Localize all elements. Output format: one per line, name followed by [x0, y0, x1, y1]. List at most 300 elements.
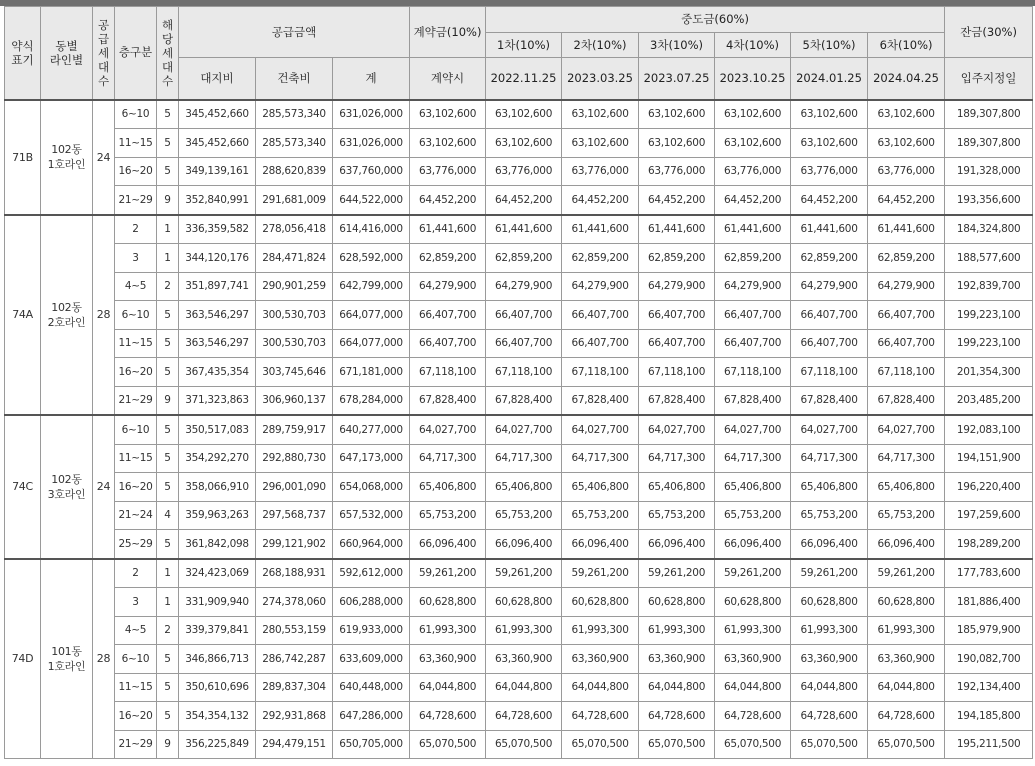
- interim-cell: 63,102,600: [486, 129, 562, 158]
- interim-cell: 66,407,700: [868, 329, 945, 358]
- deposit-cell: 63,102,600: [410, 129, 486, 158]
- floor-cell: 21~29: [115, 186, 157, 215]
- balance-cell: 198,289,200: [945, 530, 1033, 559]
- interim-cell: 66,407,700: [486, 301, 562, 330]
- building-cost-cell: 292,931,868: [256, 702, 333, 731]
- table-row: [5, 100, 1033, 129]
- interim-cell: 64,717,300: [715, 444, 791, 473]
- unit-count-cell: 5: [157, 157, 179, 186]
- balance-cell: 190,082,700: [945, 645, 1033, 674]
- interim-cell: 66,407,700: [562, 301, 639, 330]
- table-row: [5, 329, 1033, 358]
- interim-cell: 67,118,100: [868, 358, 945, 387]
- header-interim-date: 2023.03.25: [562, 58, 639, 100]
- supply-units-cell: 24: [93, 415, 115, 559]
- header-deposit: 계약금(10%): [410, 7, 486, 58]
- total-cell: 671,181,000: [333, 358, 410, 387]
- interim-cell: 64,027,700: [639, 415, 715, 444]
- total-cell: 664,077,000: [333, 329, 410, 358]
- interim-cell: 66,407,700: [486, 329, 562, 358]
- land-cost-cell: 354,354,132: [179, 702, 256, 731]
- interim-cell: 63,776,000: [639, 157, 715, 186]
- floor-cell: 21~29: [115, 386, 157, 415]
- unit-count-cell: 9: [157, 386, 179, 415]
- unit-count-cell: 5: [157, 129, 179, 158]
- header-floor-group: 층구분: [115, 7, 157, 100]
- interim-cell: 65,070,500: [791, 730, 868, 759]
- interim-cell: 64,452,200: [486, 186, 562, 215]
- interim-cell: 63,102,600: [715, 100, 791, 129]
- interim-cell: 64,044,800: [486, 673, 562, 702]
- interim-cell: 60,628,800: [868, 588, 945, 617]
- land-cost-cell: 354,292,270: [179, 444, 256, 473]
- interim-cell: 61,441,600: [486, 215, 562, 244]
- total-cell: 592,612,000: [333, 559, 410, 588]
- interim-cell: 64,452,200: [791, 186, 868, 215]
- dong-label: 102동: [51, 472, 82, 486]
- floor-cell: 2: [115, 559, 157, 588]
- header-balance: 잔금(30%): [945, 7, 1033, 58]
- interim-cell: 63,776,000: [486, 157, 562, 186]
- header-interim: 중도금(60%): [486, 7, 945, 33]
- type-code-cell: 71B: [5, 100, 41, 215]
- interim-cell: 63,102,600: [486, 100, 562, 129]
- interim-cell: 64,279,900: [486, 272, 562, 301]
- building-cost-cell: 296,001,090: [256, 473, 333, 502]
- balance-cell: 195,211,500: [945, 730, 1033, 759]
- interim-cell: 64,279,900: [715, 272, 791, 301]
- interim-cell: 64,279,900: [791, 272, 868, 301]
- unit-count-cell: 1: [157, 588, 179, 617]
- floor-cell: 16~20: [115, 157, 157, 186]
- interim-cell: 66,407,700: [715, 301, 791, 330]
- interim-cell: 62,859,200: [791, 244, 868, 273]
- header-interim-round: 4차(10%): [715, 33, 791, 58]
- interim-cell: 64,452,200: [639, 186, 715, 215]
- interim-cell: 63,102,600: [791, 100, 868, 129]
- interim-cell: 63,360,900: [562, 645, 639, 674]
- unit-count-cell: 5: [157, 530, 179, 559]
- unit-count-cell: 5: [157, 358, 179, 387]
- building-cost-cell: 268,188,931: [256, 559, 333, 588]
- deposit-cell: 63,102,600: [410, 100, 486, 129]
- building-cost-cell: 280,553,159: [256, 616, 333, 645]
- table-row: [5, 215, 1033, 244]
- header-dong-line: 동별 라인별: [41, 7, 93, 100]
- land-cost-cell: 350,610,696: [179, 673, 256, 702]
- table-row: [5, 129, 1033, 158]
- interim-cell: 67,828,400: [562, 386, 639, 415]
- deposit-cell: 61,441,600: [410, 215, 486, 244]
- total-cell: 664,077,000: [333, 301, 410, 330]
- total-cell: 647,173,000: [333, 444, 410, 473]
- interim-cell: 64,728,600: [486, 702, 562, 731]
- deposit-cell: 64,279,900: [410, 272, 486, 301]
- floor-cell: 16~20: [115, 358, 157, 387]
- interim-cell: 64,717,300: [562, 444, 639, 473]
- land-cost-cell: 358,066,910: [179, 473, 256, 502]
- floor-cell: 3: [115, 588, 157, 617]
- interim-cell: 65,070,500: [486, 730, 562, 759]
- type-code-cell: 74C: [5, 415, 41, 559]
- total-cell: 614,416,000: [333, 215, 410, 244]
- interim-cell: 60,628,800: [791, 588, 868, 617]
- interim-cell: 67,828,400: [486, 386, 562, 415]
- interim-cell: 64,452,200: [868, 186, 945, 215]
- balance-cell: 184,324,800: [945, 215, 1033, 244]
- interim-cell: 61,993,300: [486, 616, 562, 645]
- building-cost-cell: 288,620,839: [256, 157, 333, 186]
- land-cost-cell: 324,423,069: [179, 559, 256, 588]
- deposit-cell: 65,406,800: [410, 473, 486, 502]
- floor-cell: 6~10: [115, 100, 157, 129]
- header-balance-when: 입주지정일: [945, 58, 1033, 100]
- interim-cell: 62,859,200: [639, 244, 715, 273]
- building-cost-cell: 300,530,703: [256, 301, 333, 330]
- type-code-cell: 74A: [5, 215, 41, 416]
- interim-cell: 65,753,200: [486, 501, 562, 530]
- interim-cell: 59,261,200: [791, 559, 868, 588]
- interim-cell: 60,628,800: [562, 588, 639, 617]
- interim-cell: 64,728,600: [639, 702, 715, 731]
- line-label: 2호라인: [47, 315, 86, 329]
- land-cost-cell: 363,546,297: [179, 301, 256, 330]
- land-cost-cell: 359,963,263: [179, 501, 256, 530]
- header-interim-round: 5차(10%): [791, 33, 868, 58]
- land-cost-cell: 346,866,713: [179, 645, 256, 674]
- building-cost-cell: 286,742,287: [256, 645, 333, 674]
- interim-cell: 61,441,600: [715, 215, 791, 244]
- balance-cell: 194,151,900: [945, 444, 1033, 473]
- interim-cell: 63,360,900: [639, 645, 715, 674]
- building-cost-cell: 303,745,646: [256, 358, 333, 387]
- dong-line-cell: [41, 100, 93, 215]
- total-cell: 657,532,000: [333, 501, 410, 530]
- line-label: 1호라인: [47, 659, 86, 673]
- interim-cell: 59,261,200: [639, 559, 715, 588]
- floor-cell: 2: [115, 215, 157, 244]
- total-cell: 654,068,000: [333, 473, 410, 502]
- interim-cell: 66,096,400: [486, 530, 562, 559]
- interim-cell: 66,096,400: [791, 530, 868, 559]
- interim-cell: 66,407,700: [791, 301, 868, 330]
- table-row: [5, 702, 1033, 731]
- interim-cell: 64,728,600: [562, 702, 639, 731]
- interim-cell: 60,628,800: [486, 588, 562, 617]
- interim-cell: 67,118,100: [639, 358, 715, 387]
- dong-line-cell: [41, 559, 93, 759]
- interim-cell: 63,776,000: [791, 157, 868, 186]
- deposit-cell: 60,628,800: [410, 588, 486, 617]
- interim-cell: 59,261,200: [562, 559, 639, 588]
- floor-cell: 4~5: [115, 272, 157, 301]
- interim-cell: 65,753,200: [562, 501, 639, 530]
- dong-line-cell: [41, 215, 93, 416]
- header-type-code: 약식 표기: [5, 7, 41, 100]
- floor-cell: 16~20: [115, 702, 157, 731]
- balance-cell: 185,979,900: [945, 616, 1033, 645]
- header-interim-date: 2024.01.25: [791, 58, 868, 100]
- interim-cell: 61,993,300: [868, 616, 945, 645]
- balance-cell: 177,783,600: [945, 559, 1033, 588]
- balance-cell: 197,259,600: [945, 501, 1033, 530]
- floor-cell: 25~29: [115, 530, 157, 559]
- interim-cell: 59,261,200: [715, 559, 791, 588]
- interim-cell: 64,027,700: [562, 415, 639, 444]
- total-cell: 647,286,000: [333, 702, 410, 731]
- interim-cell: 60,628,800: [639, 588, 715, 617]
- line-label: 3호라인: [47, 487, 86, 501]
- balance-cell: 203,485,200: [945, 386, 1033, 415]
- land-cost-cell: 352,840,991: [179, 186, 256, 215]
- balance-cell: 192,083,100: [945, 415, 1033, 444]
- interim-cell: 64,279,900: [639, 272, 715, 301]
- interim-cell: 67,118,100: [715, 358, 791, 387]
- total-cell: 628,592,000: [333, 244, 410, 273]
- header-interim-date: 2022.11.25: [486, 58, 562, 100]
- interim-cell: 64,027,700: [486, 415, 562, 444]
- interim-cell: 64,044,800: [868, 673, 945, 702]
- building-cost-cell: 300,530,703: [256, 329, 333, 358]
- unit-count-cell: 1: [157, 559, 179, 588]
- supply-units-cell: 24: [93, 100, 115, 215]
- unit-count-cell: 5: [157, 415, 179, 444]
- land-cost-cell: 331,909,940: [179, 588, 256, 617]
- deposit-cell: 64,728,600: [410, 702, 486, 731]
- total-cell: 642,799,000: [333, 272, 410, 301]
- building-cost-cell: 278,056,418: [256, 215, 333, 244]
- table-header: [5, 7, 1033, 100]
- header-total: 계: [333, 58, 410, 100]
- interim-cell: 64,027,700: [868, 415, 945, 444]
- total-cell: 640,277,000: [333, 415, 410, 444]
- floor-cell: 11~15: [115, 673, 157, 702]
- balance-cell: 199,223,100: [945, 301, 1033, 330]
- interim-cell: 67,118,100: [486, 358, 562, 387]
- interim-cell: 63,360,900: [486, 645, 562, 674]
- interim-cell: 66,407,700: [868, 301, 945, 330]
- building-cost-cell: 274,378,060: [256, 588, 333, 617]
- interim-cell: 64,044,800: [715, 673, 791, 702]
- land-cost-cell: 350,517,083: [179, 415, 256, 444]
- interim-cell: 63,102,600: [715, 129, 791, 158]
- header-building: 건축비: [256, 58, 333, 100]
- floor-cell: 21~24: [115, 501, 157, 530]
- interim-cell: 65,406,800: [791, 473, 868, 502]
- supply-price-table: [4, 6, 1033, 759]
- header-deposit-when: 계약시: [410, 58, 486, 100]
- unit-count-cell: 5: [157, 100, 179, 129]
- balance-cell: 192,134,400: [945, 673, 1033, 702]
- table-row: [5, 415, 1033, 444]
- table-row: [5, 272, 1033, 301]
- total-cell: 637,760,000: [333, 157, 410, 186]
- table-row: [5, 559, 1033, 588]
- interim-cell: 61,993,300: [791, 616, 868, 645]
- supply-units-cell: 28: [93, 215, 115, 416]
- interim-cell: 63,102,600: [868, 129, 945, 158]
- unit-count-cell: 1: [157, 215, 179, 244]
- interim-cell: 64,452,200: [715, 186, 791, 215]
- floor-cell: 4~5: [115, 616, 157, 645]
- table-row: [5, 358, 1033, 387]
- unit-count-cell: 2: [157, 272, 179, 301]
- interim-cell: 63,102,600: [868, 100, 945, 129]
- deposit-cell: 61,993,300: [410, 616, 486, 645]
- land-cost-cell: 336,359,582: [179, 215, 256, 244]
- header-land: 대지비: [179, 58, 256, 100]
- header-supply-price: 공급금액: [179, 7, 410, 58]
- table-row: [5, 244, 1033, 273]
- interim-cell: 61,441,600: [639, 215, 715, 244]
- interim-cell: 63,102,600: [639, 100, 715, 129]
- interim-cell: 61,441,600: [791, 215, 868, 244]
- building-cost-cell: 285,573,340: [256, 129, 333, 158]
- interim-cell: 64,728,600: [715, 702, 791, 731]
- total-cell: 631,026,000: [333, 129, 410, 158]
- table-row: [5, 588, 1033, 617]
- table-row: [5, 186, 1033, 215]
- interim-cell: 64,717,300: [486, 444, 562, 473]
- interim-cell: 66,407,700: [639, 301, 715, 330]
- land-cost-cell: 363,546,297: [179, 329, 256, 358]
- dong-label: 101동: [51, 644, 82, 658]
- table-body: [5, 100, 1033, 759]
- interim-cell: 64,728,600: [868, 702, 945, 731]
- deposit-cell: 59,261,200: [410, 559, 486, 588]
- header-supply-units: 공 급 세 대 수: [93, 7, 115, 100]
- interim-cell: 65,070,500: [868, 730, 945, 759]
- header-units-in-range: 해 당 세 대 수: [157, 7, 179, 100]
- interim-cell: 63,776,000: [868, 157, 945, 186]
- interim-cell: 62,859,200: [868, 244, 945, 273]
- deposit-cell: 63,360,900: [410, 645, 486, 674]
- land-cost-cell: 356,225,849: [179, 730, 256, 759]
- deposit-cell: 65,070,500: [410, 730, 486, 759]
- interim-cell: 62,859,200: [715, 244, 791, 273]
- deposit-cell: 67,828,400: [410, 386, 486, 415]
- table-row: [5, 530, 1033, 559]
- table-row: [5, 616, 1033, 645]
- deposit-cell: 66,096,400: [410, 530, 486, 559]
- unit-count-cell: 9: [157, 730, 179, 759]
- interim-cell: 67,118,100: [562, 358, 639, 387]
- interim-cell: 64,279,900: [562, 272, 639, 301]
- building-cost-cell: 284,471,824: [256, 244, 333, 273]
- header-interim-date: 2024.04.25: [868, 58, 945, 100]
- deposit-cell: 64,452,200: [410, 186, 486, 215]
- floor-cell: 3: [115, 244, 157, 273]
- total-cell: 650,705,000: [333, 730, 410, 759]
- interim-cell: 62,859,200: [562, 244, 639, 273]
- balance-cell: 194,185,800: [945, 702, 1033, 731]
- interim-cell: 65,753,200: [868, 501, 945, 530]
- building-cost-cell: 297,568,737: [256, 501, 333, 530]
- total-cell: 660,964,000: [333, 530, 410, 559]
- interim-cell: 67,118,100: [791, 358, 868, 387]
- interim-cell: 64,027,700: [791, 415, 868, 444]
- deposit-cell: 64,027,700: [410, 415, 486, 444]
- building-cost-cell: 289,759,917: [256, 415, 333, 444]
- interim-cell: 61,993,300: [715, 616, 791, 645]
- building-cost-cell: 290,901,259: [256, 272, 333, 301]
- dong-label: 102동: [51, 300, 82, 314]
- interim-cell: 67,828,400: [791, 386, 868, 415]
- deposit-cell: 65,753,200: [410, 501, 486, 530]
- total-cell: 644,522,000: [333, 186, 410, 215]
- header-interim-round: 2차(10%): [562, 33, 639, 58]
- header-interim-round: 6차(10%): [868, 33, 945, 58]
- interim-cell: 65,406,800: [562, 473, 639, 502]
- table-row: [5, 157, 1033, 186]
- deposit-cell: 64,717,300: [410, 444, 486, 473]
- unit-count-cell: 5: [157, 473, 179, 502]
- floor-cell: 6~10: [115, 415, 157, 444]
- unit-count-cell: 5: [157, 301, 179, 330]
- interim-cell: 65,406,800: [639, 473, 715, 502]
- balance-cell: 192,839,700: [945, 272, 1033, 301]
- line-label: 1호라인: [47, 158, 86, 171]
- unit-count-cell: 5: [157, 645, 179, 674]
- deposit-cell: 62,859,200: [410, 244, 486, 273]
- interim-cell: 66,096,400: [562, 530, 639, 559]
- table-row: [5, 386, 1033, 415]
- interim-cell: 59,261,200: [486, 559, 562, 588]
- unit-count-cell: 9: [157, 186, 179, 215]
- interim-cell: 67,828,400: [715, 386, 791, 415]
- floor-cell: 21~29: [115, 730, 157, 759]
- interim-cell: 61,441,600: [562, 215, 639, 244]
- interim-cell: 64,044,800: [562, 673, 639, 702]
- supply-units-cell: 28: [93, 559, 115, 759]
- unit-count-cell: 2: [157, 616, 179, 645]
- interim-cell: 66,407,700: [639, 329, 715, 358]
- interim-cell: 63,776,000: [562, 157, 639, 186]
- interim-cell: 63,102,600: [791, 129, 868, 158]
- header-interim-round: 1차(10%): [486, 33, 562, 58]
- interim-cell: 65,070,500: [639, 730, 715, 759]
- interim-cell: 66,096,400: [715, 530, 791, 559]
- building-cost-cell: 285,573,340: [256, 100, 333, 129]
- interim-cell: 64,717,300: [868, 444, 945, 473]
- deposit-cell: 64,044,800: [410, 673, 486, 702]
- land-cost-cell: 345,452,660: [179, 129, 256, 158]
- interim-cell: 65,070,500: [562, 730, 639, 759]
- interim-cell: 63,102,600: [639, 129, 715, 158]
- interim-cell: 65,406,800: [715, 473, 791, 502]
- interim-cell: 65,753,200: [791, 501, 868, 530]
- interim-cell: 65,753,200: [715, 501, 791, 530]
- interim-cell: 60,628,800: [715, 588, 791, 617]
- interim-cell: 66,407,700: [791, 329, 868, 358]
- floor-cell: 6~10: [115, 301, 157, 330]
- interim-cell: 66,407,700: [562, 329, 639, 358]
- interim-cell: 65,406,800: [868, 473, 945, 502]
- table-row: [5, 444, 1033, 473]
- interim-cell: 64,027,700: [715, 415, 791, 444]
- interim-cell: 65,753,200: [639, 501, 715, 530]
- interim-cell: 63,360,900: [715, 645, 791, 674]
- interim-cell: 64,717,300: [639, 444, 715, 473]
- table-row: [5, 730, 1033, 759]
- interim-cell: 61,993,300: [639, 616, 715, 645]
- total-cell: 606,288,000: [333, 588, 410, 617]
- building-cost-cell: 294,479,151: [256, 730, 333, 759]
- table-row: [5, 673, 1033, 702]
- unit-count-cell: 5: [157, 673, 179, 702]
- land-cost-cell: 345,452,660: [179, 100, 256, 129]
- header-interim-date: 2023.07.25: [639, 58, 715, 100]
